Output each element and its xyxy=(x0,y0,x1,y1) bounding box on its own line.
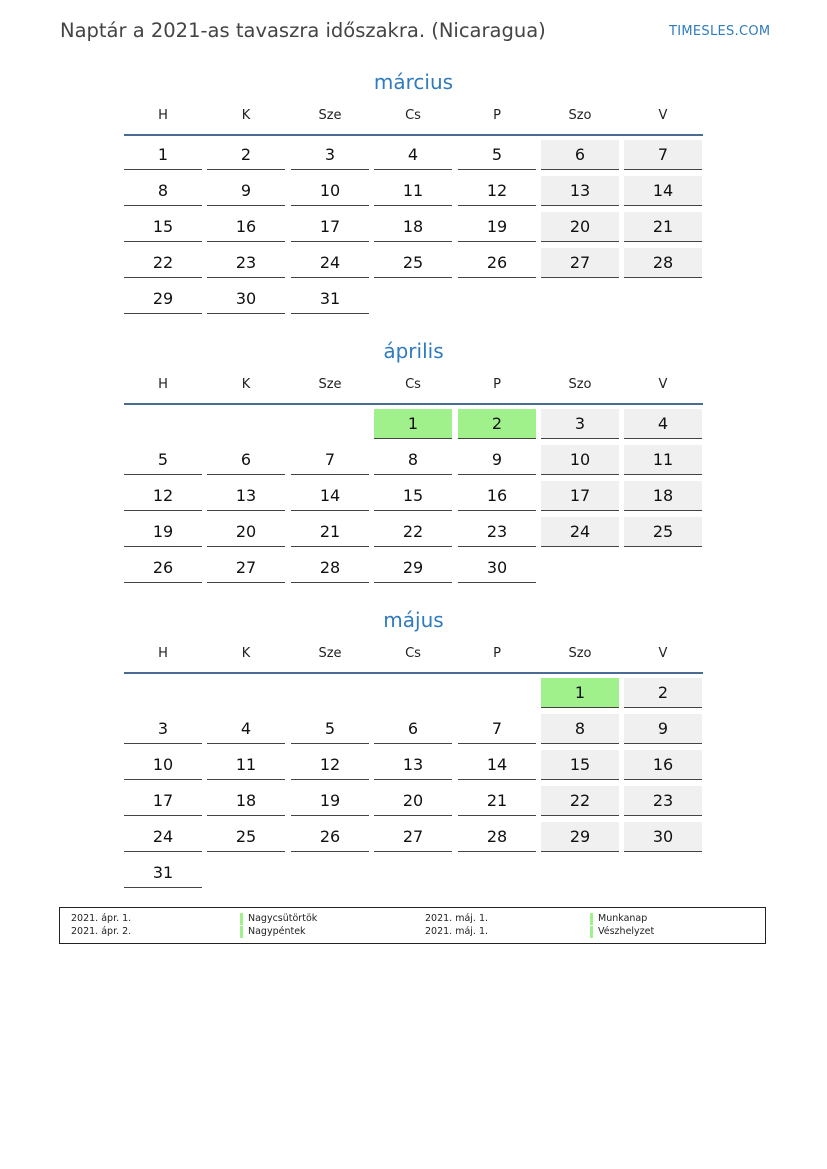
day-cell: 27 xyxy=(207,553,285,583)
day-cell: 28 xyxy=(291,553,369,583)
day-cell: 9 xyxy=(458,445,536,475)
day-cell: 27 xyxy=(541,248,619,278)
day-cell: 22 xyxy=(124,248,202,278)
day-cell: 6 xyxy=(207,445,285,475)
day-cell: 29 xyxy=(124,284,202,314)
legend-date: 2021. ápr. 2. xyxy=(71,926,132,937)
day-cell: 13 xyxy=(374,750,452,780)
weekday-header xyxy=(124,646,703,666)
day-cell: 5 xyxy=(291,714,369,744)
day-cell: 11 xyxy=(207,750,285,780)
day-cell: 13 xyxy=(207,481,285,511)
day-cell: 14 xyxy=(291,481,369,511)
weekday-label: H xyxy=(158,108,168,123)
day-cell: 21 xyxy=(624,212,702,242)
day-cell: 10 xyxy=(291,176,369,206)
day-cell: 25 xyxy=(374,248,452,278)
day-cell: 24 xyxy=(541,517,619,547)
day-cell: 4 xyxy=(374,140,452,170)
day-cell: 26 xyxy=(458,248,536,278)
day-cell: 30 xyxy=(458,553,536,583)
legend-date: 2021. máj. 1. xyxy=(425,913,489,924)
weekday-label: Cs xyxy=(405,377,421,392)
day-cell: 3 xyxy=(541,409,619,439)
day-cell: 20 xyxy=(374,786,452,816)
day-cell: 30 xyxy=(207,284,285,314)
weekday-label: V xyxy=(658,646,668,661)
day-cell: 5 xyxy=(458,140,536,170)
day-cell: 18 xyxy=(207,786,285,816)
day-cell: 9 xyxy=(207,176,285,206)
day-cell: 17 xyxy=(541,481,619,511)
legend-holiday-name: Munkanap xyxy=(590,913,647,925)
day-cell: 8 xyxy=(374,445,452,475)
day-cell: 2 xyxy=(207,140,285,170)
day-cell: 18 xyxy=(374,212,452,242)
day-cell: 27 xyxy=(374,822,452,852)
weekday-label: H xyxy=(158,377,168,392)
page-title: Naptár a 2021-as tavaszra időszakra. (Nicaragua) xyxy=(60,19,546,42)
day-cell: 10 xyxy=(541,445,619,475)
weekday-label: H xyxy=(158,646,168,661)
day-cell: 29 xyxy=(541,822,619,852)
day-cell-holiday: 2 xyxy=(458,409,536,439)
day-cell: 28 xyxy=(458,822,536,852)
day-cell: 26 xyxy=(291,822,369,852)
day-cell: 29 xyxy=(374,553,452,583)
month-title: március xyxy=(373,70,454,94)
day-cell: 17 xyxy=(291,212,369,242)
day-cell: 15 xyxy=(541,750,619,780)
day-cell: 14 xyxy=(624,176,702,206)
day-cell: 8 xyxy=(124,176,202,206)
weekday-label: K xyxy=(241,646,251,661)
header-divider xyxy=(124,134,703,136)
day-cell: 5 xyxy=(124,445,202,475)
day-cell: 6 xyxy=(374,714,452,744)
day-cell: 21 xyxy=(458,786,536,816)
day-cell: 24 xyxy=(124,822,202,852)
day-cell: 30 xyxy=(624,822,702,852)
day-cell: 12 xyxy=(124,481,202,511)
legend-date: 2021. máj. 1. xyxy=(425,926,489,937)
weekday-label: Szo xyxy=(568,377,592,392)
day-cell: 3 xyxy=(124,714,202,744)
day-cell: 2 xyxy=(624,678,702,708)
weekday-label: Cs xyxy=(405,646,421,661)
weekday-label: K xyxy=(241,377,251,392)
day-cell: 22 xyxy=(541,786,619,816)
day-cell: 25 xyxy=(207,822,285,852)
weekday-label: V xyxy=(658,377,668,392)
day-cell: 31 xyxy=(124,858,202,888)
legend-row xyxy=(60,913,767,926)
day-cell: 8 xyxy=(541,714,619,744)
day-cell: 16 xyxy=(458,481,536,511)
weekday-header xyxy=(124,377,703,397)
weekday-label: P xyxy=(493,377,501,392)
day-cell: 9 xyxy=(624,714,702,744)
day-cell: 15 xyxy=(124,212,202,242)
day-cell: 24 xyxy=(291,248,369,278)
weekday-label: Sze xyxy=(318,646,342,661)
weekday-label: P xyxy=(493,646,501,661)
day-cell: 16 xyxy=(207,212,285,242)
day-cell: 19 xyxy=(291,786,369,816)
day-cell: 7 xyxy=(624,140,702,170)
day-cell: 11 xyxy=(624,445,702,475)
day-cell: 11 xyxy=(374,176,452,206)
weekday-label: Sze xyxy=(318,108,342,123)
weekday-label: Cs xyxy=(405,108,421,123)
day-cell: 7 xyxy=(291,445,369,475)
weekday-header xyxy=(124,108,703,128)
day-cell: 23 xyxy=(207,248,285,278)
legend-holiday-name: Vészhelyzet xyxy=(590,926,654,938)
day-cell: 4 xyxy=(207,714,285,744)
day-cell: 20 xyxy=(207,517,285,547)
day-cell: 22 xyxy=(374,517,452,547)
month-title: május xyxy=(383,608,444,632)
day-cell: 15 xyxy=(374,481,452,511)
weekday-label: K xyxy=(241,108,251,123)
day-cell: 17 xyxy=(124,786,202,816)
holiday-legend xyxy=(59,907,766,944)
day-cell-holiday: 1 xyxy=(374,409,452,439)
day-cell: 19 xyxy=(458,212,536,242)
day-cell: 23 xyxy=(458,517,536,547)
legend-holiday-name: Nagycsütörtök xyxy=(240,913,317,925)
day-cell: 7 xyxy=(458,714,536,744)
day-cell: 26 xyxy=(124,553,202,583)
weekday-label: V xyxy=(658,108,668,123)
day-cell: 23 xyxy=(624,786,702,816)
month-title: április xyxy=(383,339,444,363)
legend-date: 2021. ápr. 1. xyxy=(71,913,132,924)
day-cell: 18 xyxy=(624,481,702,511)
header-divider xyxy=(124,403,703,405)
day-cell: 31 xyxy=(291,284,369,314)
day-cell: 12 xyxy=(291,750,369,780)
day-cell: 21 xyxy=(291,517,369,547)
day-cell: 10 xyxy=(124,750,202,780)
legend-row xyxy=(60,926,767,939)
legend-holiday-name: Nagypéntek xyxy=(240,926,306,938)
day-cell: 1 xyxy=(124,140,202,170)
day-cell: 25 xyxy=(624,517,702,547)
day-cell-holiday: 1 xyxy=(541,678,619,708)
weekday-label: P xyxy=(493,108,501,123)
day-cell: 28 xyxy=(624,248,702,278)
day-cell: 19 xyxy=(124,517,202,547)
day-cell: 6 xyxy=(541,140,619,170)
day-cell: 14 xyxy=(458,750,536,780)
header-divider xyxy=(124,672,703,674)
weekday-label: Szo xyxy=(568,646,592,661)
day-cell: 3 xyxy=(291,140,369,170)
day-cell: 16 xyxy=(624,750,702,780)
brand-logo[interactable]: TIMESLES.COM xyxy=(669,24,771,39)
day-cell: 4 xyxy=(624,409,702,439)
day-cell: 20 xyxy=(541,212,619,242)
day-cell: 13 xyxy=(541,176,619,206)
weekday-label: Sze xyxy=(318,377,342,392)
weekday-label: Szo xyxy=(568,108,592,123)
day-cell: 12 xyxy=(458,176,536,206)
